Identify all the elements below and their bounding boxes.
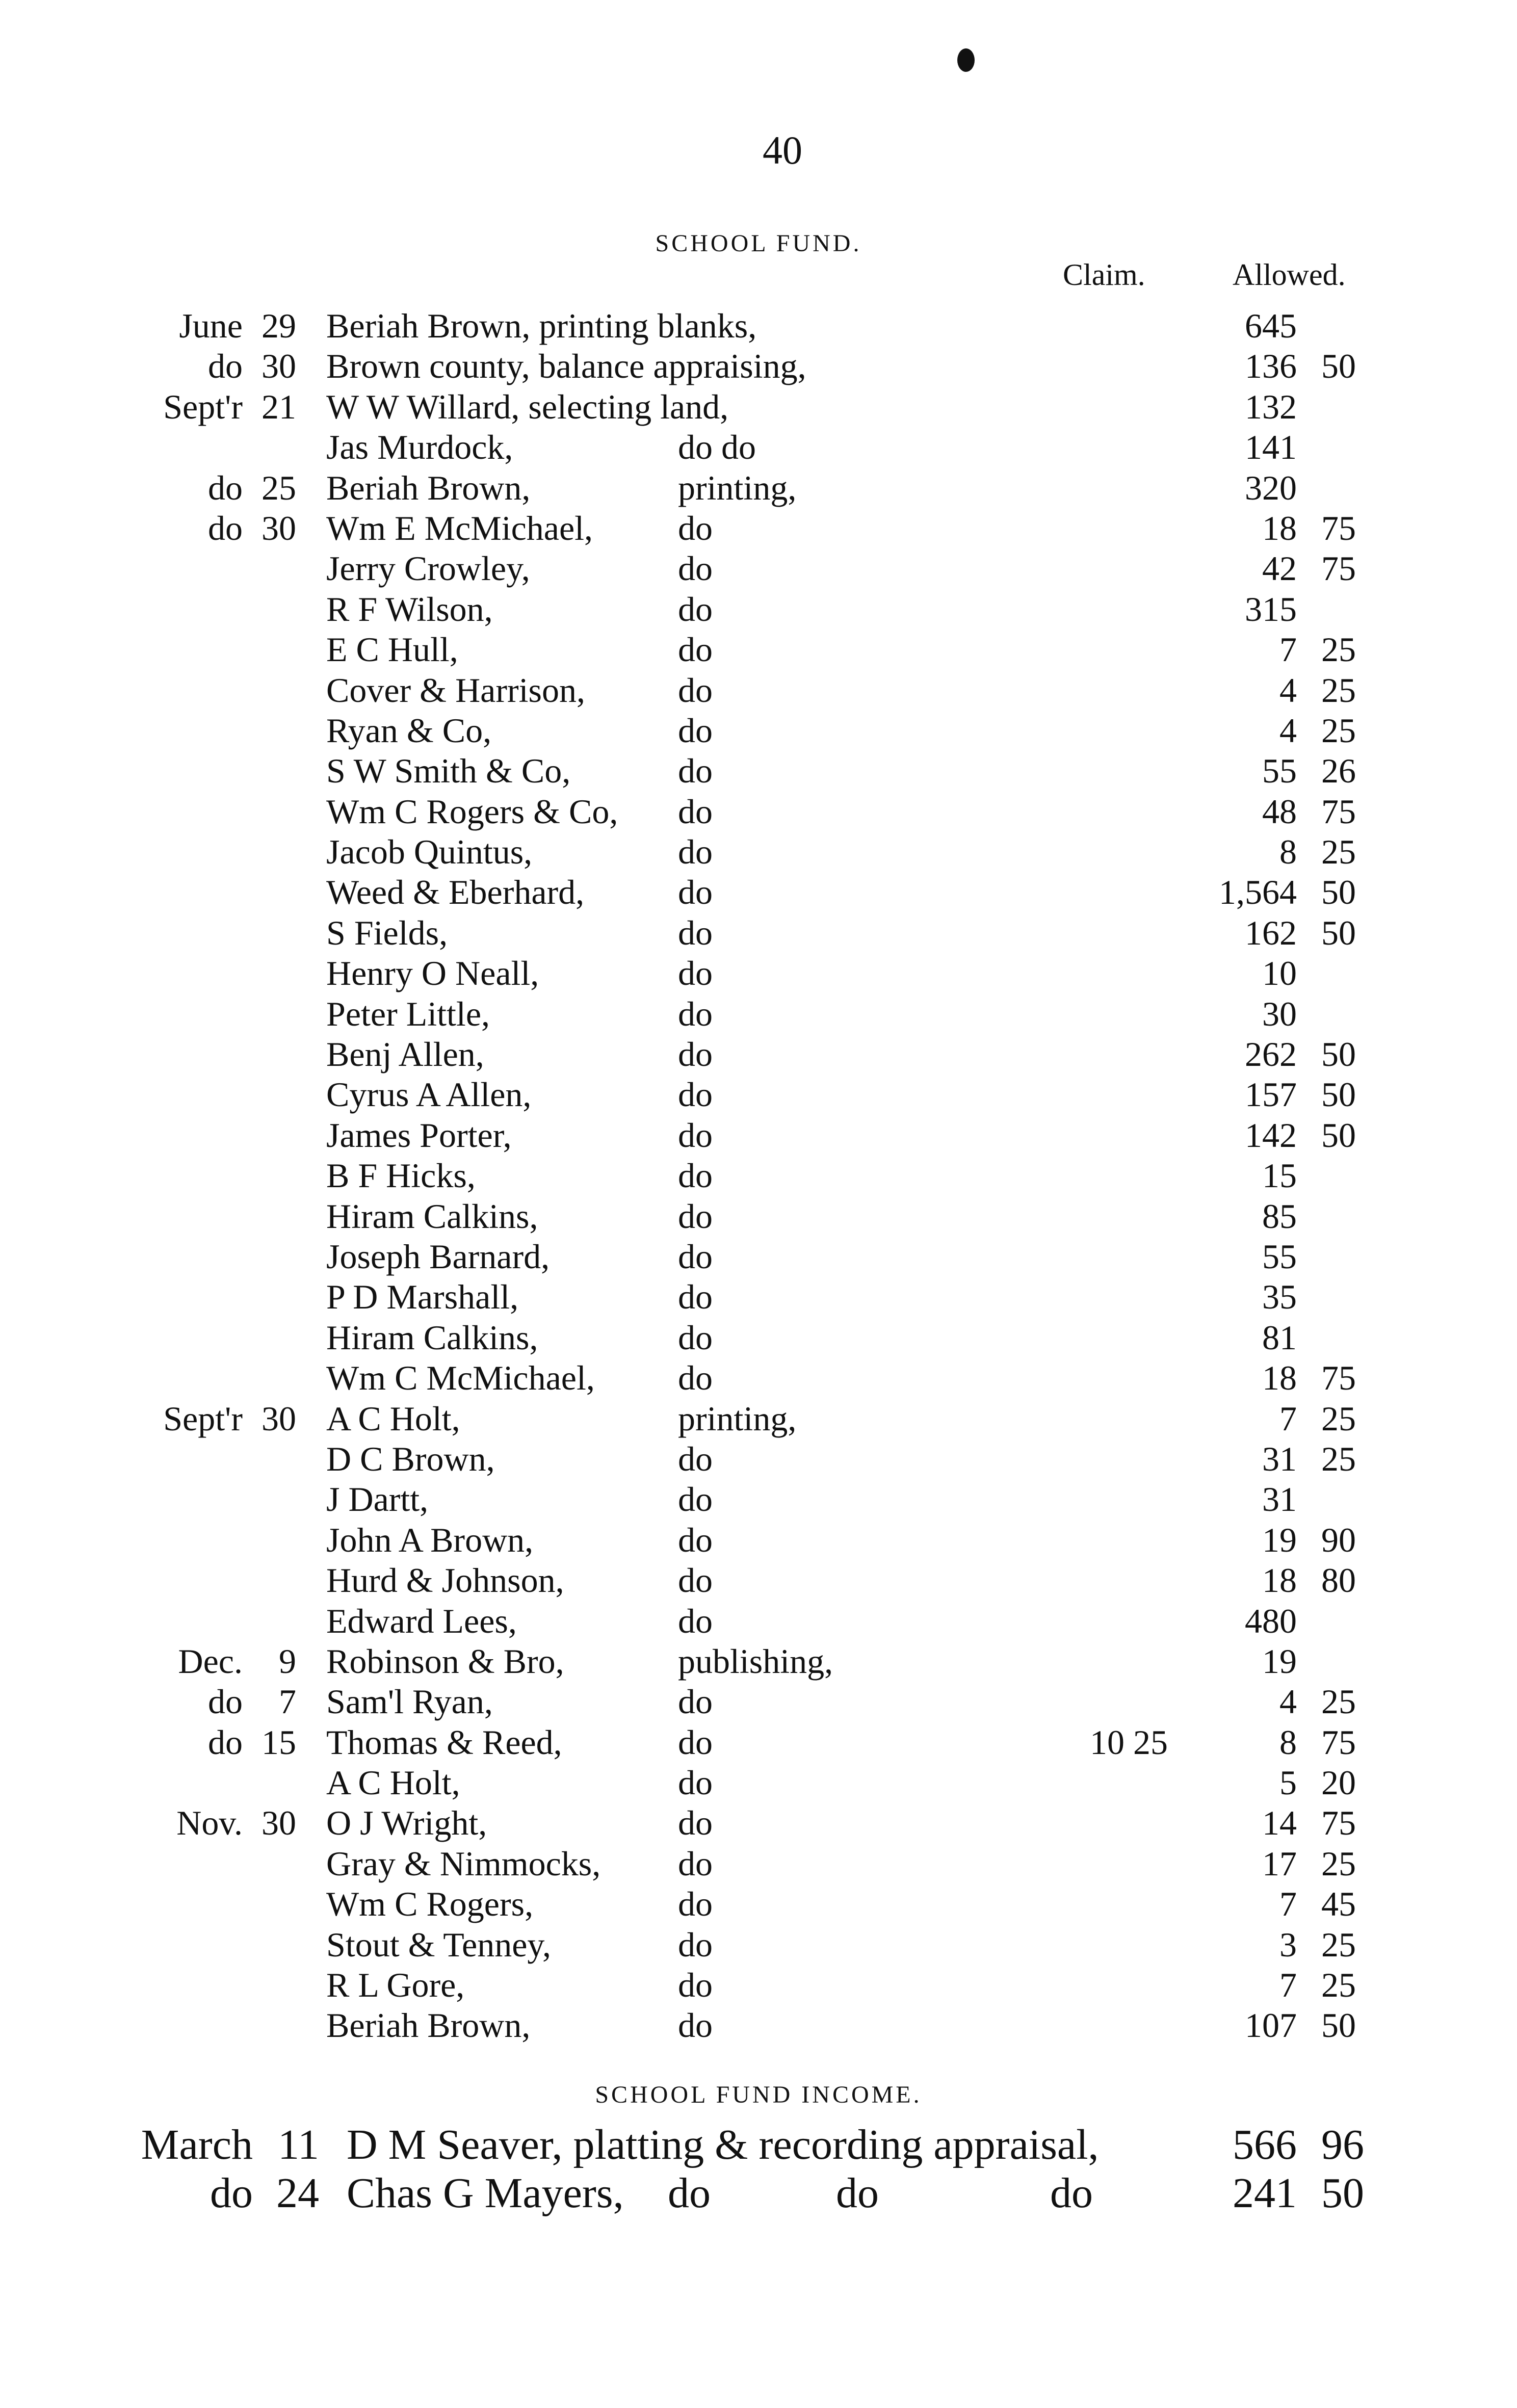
entry-allowed-dollars: 55 <box>1262 1237 1297 1276</box>
income-day: 11 <box>278 2121 319 2168</box>
entry-payee: Henry O Neall, <box>326 954 539 993</box>
income-dollars: 241 <box>1233 2169 1297 2217</box>
entry-payee: Joseph Barnard, <box>326 1237 550 1276</box>
income-entries <box>0 2121 1517 2217</box>
ledger-row <box>0 913 1517 953</box>
entry-description: do <box>678 1237 713 1276</box>
ledger-row <box>0 346 1517 386</box>
entry-allowed-cents: 25 <box>1321 1966 1356 2005</box>
entry-day: 30 <box>261 347 296 386</box>
entry-allowed-dollars: 107 <box>1245 2006 1297 2045</box>
entry-description: do <box>678 1277 713 1317</box>
ledger-row <box>0 832 1517 872</box>
entry-allowed-cents: 50 <box>1321 2006 1356 2045</box>
entry-allowed-dollars: 4 <box>1279 670 1297 710</box>
entry-payee: Beriah Brown, <box>326 2006 531 2045</box>
entry-month: Dec. <box>178 1641 243 1681</box>
ledger-row <box>0 548 1517 589</box>
entry-description: do <box>678 630 713 669</box>
entry-allowed-dollars: 31 <box>1262 1480 1297 1519</box>
income-section-title: SCHOOL FUND INCOME. <box>595 2081 922 2108</box>
entry-description: printing, <box>678 468 797 507</box>
entry-allowed-cents: 90 <box>1321 1520 1356 1559</box>
income-day: 24 <box>276 2169 319 2217</box>
entry-allowed-dollars: 315 <box>1245 589 1297 629</box>
allowed-column-header: Allowed. <box>1233 258 1346 292</box>
ledger-row <box>0 1196 1517 1237</box>
entry-description: do <box>678 1115 713 1155</box>
ledger-row <box>0 1358 1517 1398</box>
income-dollars: 566 <box>1233 2121 1297 2168</box>
entry-month: do <box>208 508 243 547</box>
income-description: Chas G Mayers, <box>347 2169 624 2217</box>
entry-description: do <box>678 549 713 588</box>
ledger-row <box>0 387 1517 427</box>
entry-allowed-dollars: 7 <box>1279 1966 1297 2005</box>
ledger-row <box>0 589 1517 630</box>
entry-allowed-dollars: 19 <box>1262 1641 1297 1681</box>
ledger-row <box>0 630 1517 670</box>
entry-allowed-cents: 25 <box>1321 670 1356 710</box>
ledger-row <box>0 1399 1517 1439</box>
entry-description: do <box>678 1884 713 1924</box>
ledger-row <box>0 1075 1517 1115</box>
entry-allowed-dollars: 19 <box>1262 1520 1297 1559</box>
entry-allowed-cents: 75 <box>1321 549 1356 588</box>
entry-description: do <box>678 1520 713 1559</box>
entry-allowed-dollars: 81 <box>1262 1318 1297 1357</box>
entry-allowed-cents: 25 <box>1321 1682 1356 1721</box>
entry-allowed-dollars: 10 <box>1262 954 1297 993</box>
ledger-row <box>0 1803 1517 1843</box>
entry-payee: B F Hicks, <box>326 1156 476 1195</box>
page-number: 40 <box>763 128 802 172</box>
entry-payee: P D Marshall, <box>326 1277 519 1317</box>
entry-allowed-dollars: 7 <box>1279 1399 1297 1438</box>
entry-allowed-dollars: 85 <box>1262 1196 1297 1236</box>
income-ditto: do <box>836 2169 879 2217</box>
entry-day: 30 <box>261 1803 296 1843</box>
entry-payee: Thomas & Reed, <box>326 1722 562 1762</box>
entry-description: do <box>678 1803 713 1843</box>
entry-description: do <box>678 1561 713 1600</box>
ledger-row <box>0 1479 1517 1520</box>
entry-description: do <box>678 873 713 912</box>
entry-payee: Hurd & Johnson, <box>326 1561 564 1600</box>
entry-description: do <box>678 1763 713 1802</box>
ledger-row <box>0 670 1517 711</box>
entry-allowed-cents: 25 <box>1321 630 1356 669</box>
entry-payee: John A Brown, <box>326 1520 534 1559</box>
entry-allowed-cents: 80 <box>1321 1561 1356 1600</box>
entry-payee: Wm C McMichael, <box>326 1358 595 1398</box>
entry-payee: Hiram Calkins, <box>326 1318 538 1357</box>
entry-description: do <box>678 1722 713 1762</box>
entry-description: do <box>678 1196 713 1236</box>
ledger-row <box>0 1965 1517 2005</box>
entry-payee: Edward Lees, <box>326 1601 517 1640</box>
entry-allowed-dollars: 4 <box>1279 1682 1297 1721</box>
entry-payee: S W Smith & Co, <box>326 751 571 791</box>
ledger-row <box>0 872 1517 912</box>
entry-allowed-cents: 25 <box>1321 1925 1356 1964</box>
entry-description: do <box>678 1358 713 1398</box>
entry-description: do <box>678 508 713 547</box>
entry-day: 15 <box>261 1722 296 1762</box>
entry-payee: E C Hull, <box>326 630 458 669</box>
entry-payee: Sam'l Ryan, <box>326 1682 493 1721</box>
entry-allowed-cents: 45 <box>1321 1884 1356 1924</box>
entry-description: do do <box>678 428 756 467</box>
entry-allowed-cents: 75 <box>1321 1722 1356 1762</box>
entry-payee: Wm C Rogers & Co, <box>326 792 618 831</box>
entry-claim: 10 25 <box>1090 1722 1168 1762</box>
entry-month: do <box>208 1722 243 1762</box>
ledger-row <box>0 508 1517 548</box>
entry-allowed-dollars: 7 <box>1279 1884 1297 1924</box>
entry-allowed-dollars: 30 <box>1262 994 1297 1033</box>
entry-payee: Benj Allen, <box>326 1035 484 1074</box>
ledger-row <box>0 1844 1517 1884</box>
entry-day: 30 <box>261 508 296 547</box>
entry-month: Sept'r <box>163 1399 243 1438</box>
entry-payee: Jacob Quintus, <box>326 832 533 872</box>
entry-day: 21 <box>261 387 296 426</box>
entry-payee: Weed & Eberhard, <box>326 873 585 912</box>
entry-month: Sept'r <box>163 387 243 426</box>
entry-allowed-dollars: 132 <box>1245 387 1297 426</box>
entry-allowed-dollars: 17 <box>1262 1844 1297 1883</box>
section-title: SCHOOL FUND. <box>655 230 862 257</box>
entry-allowed-dollars: 7 <box>1279 630 1297 669</box>
entry-description: do <box>678 1439 713 1478</box>
entry-allowed-dollars: 480 <box>1245 1601 1297 1640</box>
ledger-row <box>0 1277 1517 1317</box>
ledger-row <box>0 306 1517 346</box>
ledger-row <box>0 1884 1517 1924</box>
entry-day: 9 <box>279 1641 296 1681</box>
entry-description: do <box>678 1318 713 1357</box>
entry-allowed-dollars: 141 <box>1245 428 1297 467</box>
entry-description: do <box>678 1035 713 1074</box>
entry-payee: Gray & Nimmocks, <box>326 1844 601 1883</box>
entry-payee: Hiram Calkins, <box>326 1196 538 1236</box>
entry-allowed-dollars: 162 <box>1245 913 1297 952</box>
entry-description: do <box>678 1075 713 1114</box>
entry-allowed-dollars: 136 <box>1245 347 1297 386</box>
entry-allowed-dollars: 18 <box>1262 1561 1297 1600</box>
entry-month: June <box>179 306 243 345</box>
entry-allowed-cents: 25 <box>1321 711 1356 750</box>
ledger-row <box>0 468 1517 508</box>
ledger-row <box>0 427 1517 467</box>
entry-allowed-dollars: 15 <box>1262 1156 1297 1195</box>
income-row <box>0 2169 1517 2217</box>
ledger-row <box>0 1439 1517 1479</box>
entry-allowed-cents: 25 <box>1321 1399 1356 1438</box>
ledger-row <box>0 1156 1517 1196</box>
entry-day: 30 <box>261 1399 296 1438</box>
entry-payee: Robinson & Bro, <box>326 1641 564 1681</box>
ledger-row <box>0 1115 1517 1156</box>
ink-blot <box>957 48 975 72</box>
entry-day: 29 <box>261 306 296 345</box>
entry-payee: Wm E McMichael, <box>326 508 593 547</box>
entry-allowed-dollars: 320 <box>1245 468 1297 507</box>
entry-allowed-cents: 50 <box>1321 347 1356 386</box>
entry-payee: James Porter, <box>326 1115 512 1155</box>
ledger-row <box>0 2005 1517 2046</box>
income-description: D M Seaver, platting & recording appraisal, <box>347 2121 1099 2168</box>
entry-description: do <box>678 913 713 952</box>
entry-payee: A C Holt, <box>326 1399 460 1438</box>
entry-payee: Ryan & Co, <box>326 711 492 750</box>
entry-allowed-dollars: 3 <box>1279 1925 1297 1964</box>
entry-payee: R L Gore, <box>326 1966 465 2005</box>
income-ditto: do <box>668 2169 711 2217</box>
entry-allowed-dollars: 157 <box>1245 1075 1297 1114</box>
entry-allowed-dollars: 1,564 <box>1219 873 1297 912</box>
entry-payee: Peter Little, <box>326 994 490 1033</box>
entry-description: printing, <box>678 1399 797 1438</box>
entry-allowed-cents: 25 <box>1321 1439 1356 1478</box>
ledger-row <box>0 1560 1517 1601</box>
entry-payee: R F Wilson, <box>326 589 493 629</box>
entry-payee: Cyrus A Allen, <box>326 1075 532 1114</box>
entry-description: do <box>678 1156 713 1195</box>
entry-allowed-dollars: 5 <box>1279 1763 1297 1802</box>
ledger-row <box>0 1925 1517 1965</box>
entry-payee: Jerry Crowley, <box>326 549 530 588</box>
entry-allowed-cents: 75 <box>1321 792 1356 831</box>
ledger-row <box>0 1722 1517 1763</box>
entry-month: do <box>208 468 243 507</box>
entry-description: do <box>678 792 713 831</box>
entry-allowed-cents: 25 <box>1321 832 1356 872</box>
entry-allowed-dollars: 8 <box>1279 1722 1297 1762</box>
income-ditto: do <box>1050 2169 1093 2217</box>
entry-allowed-dollars: 14 <box>1262 1803 1297 1843</box>
entry-payee: W W Willard, selecting land, <box>326 387 729 426</box>
ledger-row <box>0 1601 1517 1641</box>
entry-allowed-dollars: 55 <box>1262 751 1297 791</box>
entry-description: do <box>678 1480 713 1519</box>
entry-allowed-cents: 50 <box>1321 1035 1356 1074</box>
entry-allowed-dollars: 35 <box>1262 1277 1297 1317</box>
entry-allowed-cents: 50 <box>1321 1075 1356 1114</box>
ledger-row <box>0 1318 1517 1358</box>
entry-allowed-cents: 75 <box>1321 508 1356 547</box>
entry-allowed-dollars: 8 <box>1279 832 1297 872</box>
ledger-row <box>0 1763 1517 1803</box>
entry-description: do <box>678 751 713 791</box>
ledger-row <box>0 711 1517 751</box>
entry-payee: Beriah Brown, printing blanks, <box>326 306 757 345</box>
entry-payee: Brown county, balance appraising, <box>326 347 806 386</box>
entry-payee: Cover & Harrison, <box>326 670 586 710</box>
entry-month: Nov. <box>176 1803 243 1843</box>
entry-allowed-dollars: 18 <box>1262 1358 1297 1398</box>
entry-allowed-dollars: 262 <box>1245 1035 1297 1074</box>
entry-month: do <box>208 1682 243 1721</box>
income-month: do <box>210 2169 253 2217</box>
ledger-row <box>0 1520 1517 1560</box>
entry-allowed-cents: 25 <box>1321 1844 1356 1883</box>
entry-allowed-cents: 50 <box>1321 1115 1356 1155</box>
ledger-row <box>0 792 1517 832</box>
income-cents: 96 <box>1321 2121 1364 2168</box>
entry-allowed-cents: 50 <box>1321 913 1356 952</box>
entry-description: do <box>678 954 713 993</box>
entry-payee: Jas Murdock, <box>326 428 513 467</box>
entry-payee: O J Wright, <box>326 1803 487 1843</box>
income-cents: 50 <box>1321 2169 1364 2217</box>
income-month: March <box>141 2121 253 2168</box>
claim-column-header: Claim. <box>1063 258 1145 292</box>
entry-description: do <box>678 832 713 872</box>
entry-allowed-dollars: 645 <box>1245 306 1297 345</box>
entry-allowed-dollars: 42 <box>1262 549 1297 588</box>
entry-description: do <box>678 1601 713 1640</box>
entry-payee: A C Holt, <box>326 1763 460 1802</box>
entry-description: do <box>678 670 713 710</box>
entry-allowed-dollars: 31 <box>1262 1439 1297 1478</box>
entry-day: 25 <box>261 468 296 507</box>
ledger-row <box>0 994 1517 1034</box>
entry-payee: D C Brown, <box>326 1439 495 1478</box>
entry-allowed-cents: 75 <box>1321 1358 1356 1398</box>
entry-description: do <box>678 2006 713 2045</box>
ledger-row <box>0 1034 1517 1075</box>
entry-description: do <box>678 1682 713 1721</box>
ledger-row <box>0 1237 1517 1277</box>
entry-description: do <box>678 994 713 1033</box>
income-row <box>0 2121 1517 2169</box>
entry-allowed-dollars: 48 <box>1262 792 1297 831</box>
entry-description: do <box>678 1844 713 1883</box>
entry-payee: J Dartt, <box>326 1480 429 1519</box>
ledger-row <box>0 1641 1517 1682</box>
entry-allowed-dollars: 142 <box>1245 1115 1297 1155</box>
entry-payee: Stout & Tenney, <box>326 1925 552 1964</box>
ledger-entries <box>0 306 1517 2046</box>
entry-day: 7 <box>279 1682 296 1721</box>
entry-allowed-cents: 75 <box>1321 1803 1356 1843</box>
entry-payee: S Fields, <box>326 913 448 952</box>
entry-allowed-dollars: 4 <box>1279 711 1297 750</box>
entry-allowed-cents: 20 <box>1321 1763 1356 1802</box>
ledger-row <box>0 1682 1517 1722</box>
ledger-row <box>0 751 1517 791</box>
entry-payee: Beriah Brown, <box>326 468 531 507</box>
entry-payee: Wm C Rogers, <box>326 1884 534 1924</box>
entry-description: publishing, <box>678 1641 833 1681</box>
entry-allowed-cents: 26 <box>1321 751 1356 791</box>
entry-description: do <box>678 1966 713 2005</box>
entry-allowed-cents: 50 <box>1321 873 1356 912</box>
entry-description: do <box>678 711 713 750</box>
entry-description: do <box>678 1925 713 1964</box>
ledger-row <box>0 953 1517 993</box>
entry-month: do <box>208 347 243 386</box>
entry-description: do <box>678 589 713 629</box>
entry-allowed-dollars: 18 <box>1262 508 1297 547</box>
